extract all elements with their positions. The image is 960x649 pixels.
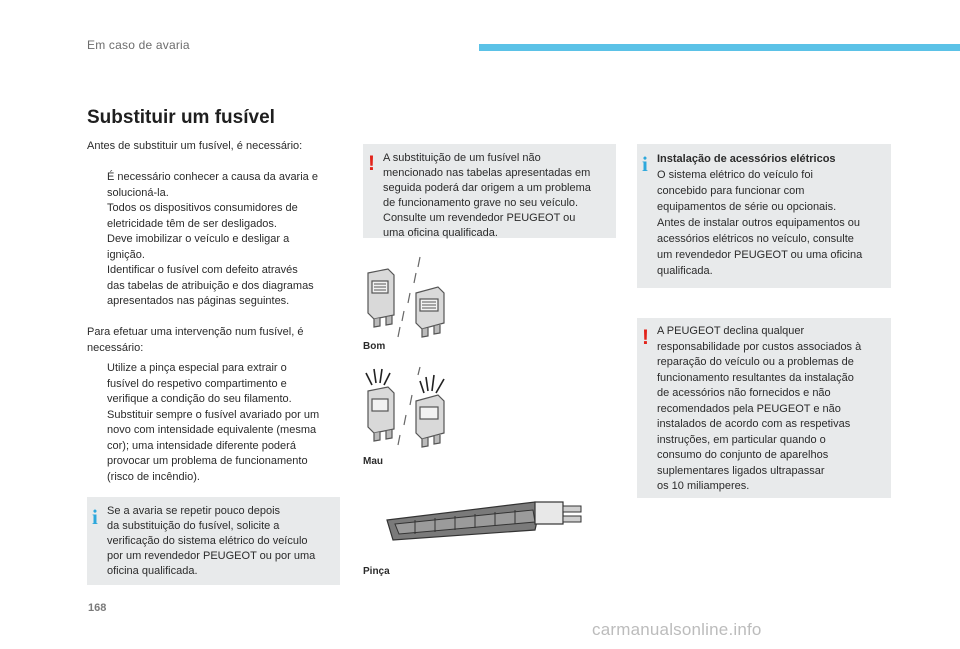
intro-text: Antes de substituir um fusível, é necessário: (87, 140, 303, 152)
warning-box-unlisted-fuse: ! A substituição de um fusível não mencionado nas tabelas apresentadas em seguida poderá dar origem a um problema de funcionamento grave no seu veículo. Consulte um revendedor PEUGEOT ou uma oficina qualificada. (363, 144, 616, 238)
watermark: carmanualsonline.info (592, 620, 762, 639)
warning-icon: ! (642, 326, 649, 349)
list-item: Deve imobilizar o veículo e desligar a ignição. (107, 233, 290, 261)
caption-bad: Mau (363, 456, 383, 467)
caption-tweezers: Pinça (363, 566, 390, 577)
info-box-repeat-failure: i Se a avaria se repetir pouco depois da substituição do fusível, solicite a verificação do sistema elétrico do veículo por um revendedor PEUGEOT ou por uma oficina qualificada. (87, 497, 340, 585)
warning-box-liability: ! A PEUGEOT declina qualquer responsabilidade por custos associados à reparação do veículo ou a problemas de funcionamento resultantes da instalação de acessórios não fornecidos e não recomendados pela PEUGEOT e não instalados de acordo com as respetivas instruções, em particular quando o consumo do conjunto de aparelhos suplementares ligados ultrapassar os 10 miliamperes. (637, 318, 891, 498)
list-item: É necessário conhecer a causa da avaria e solucioná-la. (107, 171, 318, 199)
info-icon: i (642, 152, 648, 176)
tweezers-illustration (385, 490, 585, 550)
list-item: Identificar o fusível com defeito através das tabelas de atribuição e dos diagramas apresentados nas páginas seguintes. (107, 264, 314, 307)
bad-fuse-illustration (360, 365, 460, 453)
list-item: Utilize a pinça especial para extrair o fusível do respetivo compartimento e verifique a condição do seu filamento. (107, 362, 292, 405)
prerequisites-list (87, 170, 347, 310)
list-item: Substituir sempre o fusível avariado por um novo com intensidade equivalente (mesma cor); uma intensidade diferente poderá provocar um problema de funcionamento (risco de incêndio). (107, 408, 320, 483)
page-title: Substituir um fusível (87, 107, 275, 128)
header-accent-bar (479, 44, 960, 51)
info-box-title: Instalação de acessórios elétricos (657, 153, 836, 165)
procedure-list (87, 361, 349, 485)
caption-good: Bom (363, 341, 386, 352)
section-header: Em caso de avaria (87, 38, 190, 52)
good-fuse-illustration (360, 255, 460, 340)
list-item: Todos os dispositivos consumidores de eletricidade têm de ser desligados. (107, 202, 298, 230)
warning-icon: ! (368, 152, 375, 175)
info-box-accessories: i Instalação de acessórios elétricos O sistema elétrico do veículo foi concebido para funcionar com equipamentos de série ou opcionais. Antes de instalar outros equipamentos ou acessórios elétricos no veículo, consulte um revendedor PEUGEOT ou uma oficina qualificada. (637, 144, 891, 288)
info-icon: i (92, 505, 98, 529)
page-number: 168 (88, 602, 107, 614)
procedure-intro: Para efetuar uma intervenção num fusível, é necessário: (87, 326, 304, 354)
